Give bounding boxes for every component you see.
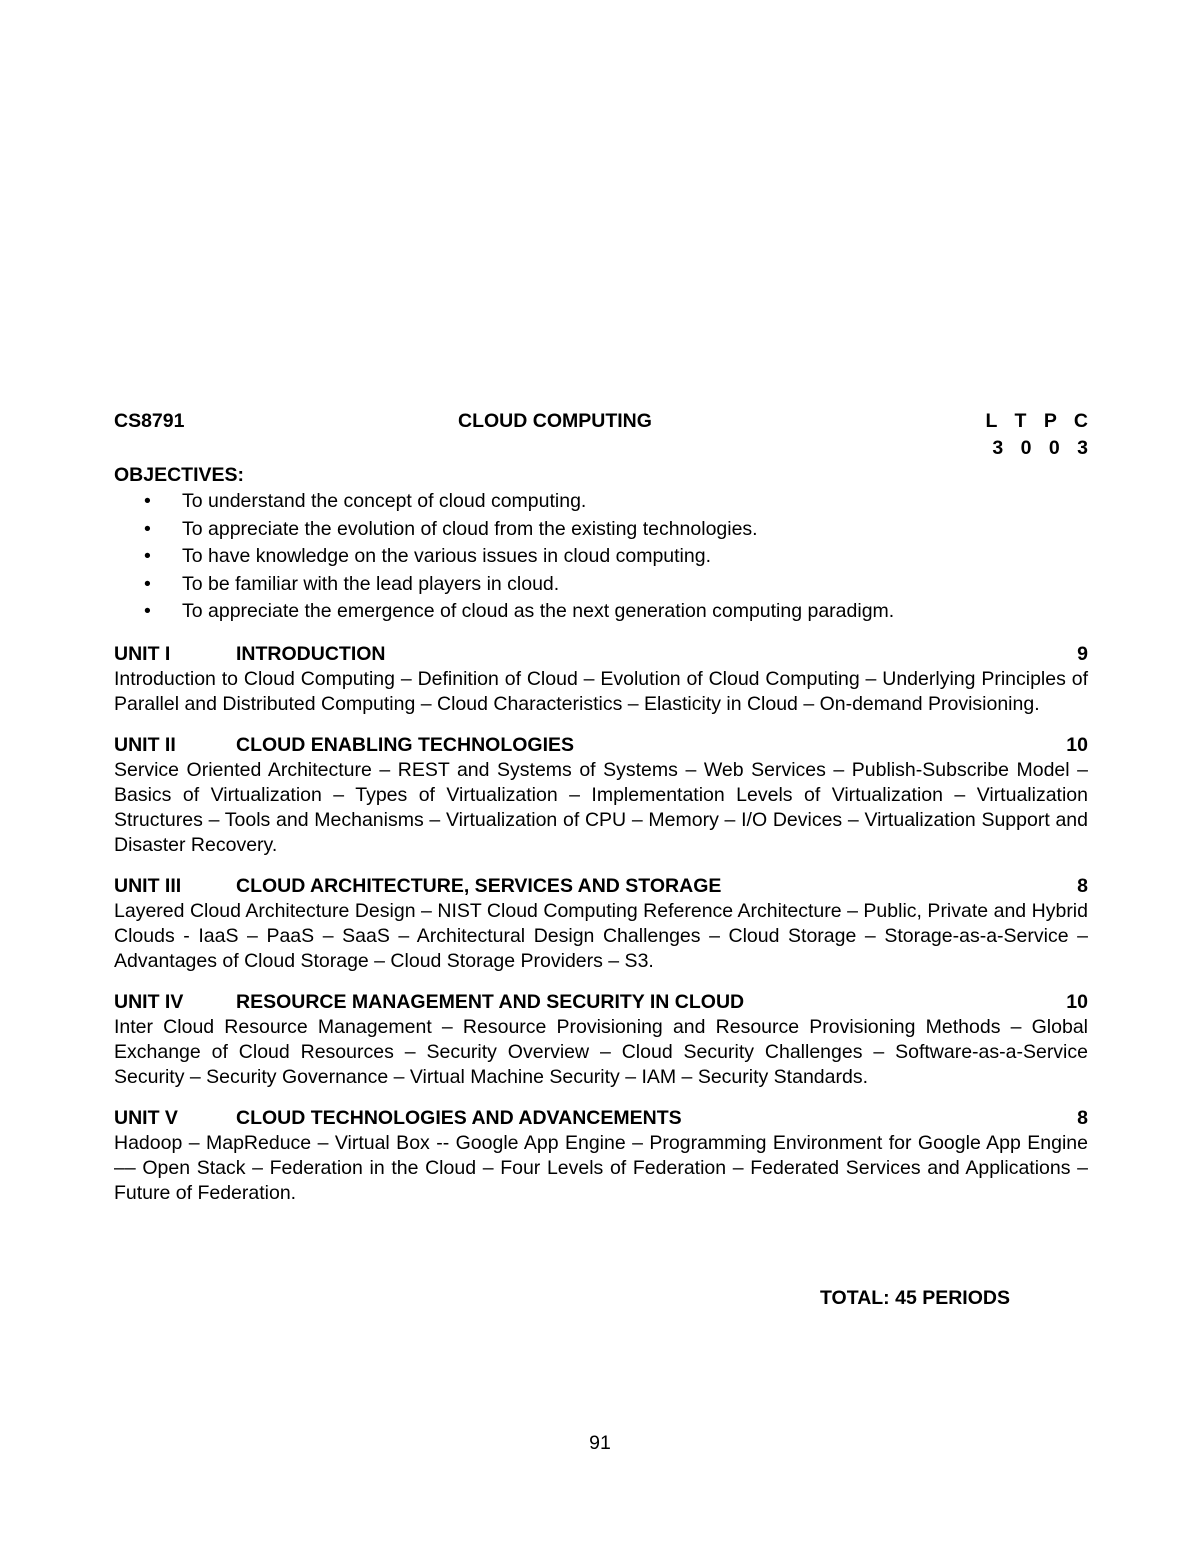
objective-item [114, 516, 1088, 544]
objectives-list [114, 488, 1088, 626]
unit-1 [114, 642, 1088, 717]
bullet-icon: • [144, 490, 151, 512]
page-number: 91 [589, 1432, 611, 1454]
unit-3 [114, 874, 1088, 974]
unit-header [114, 990, 1088, 1015]
unit-header [114, 642, 1088, 667]
syllabus-content [114, 410, 1094, 1206]
unit-hours: 10 [1066, 990, 1088, 1013]
course-header [114, 410, 1094, 436]
bullet-icon: • [144, 572, 151, 595]
bullet-icon: • [144, 517, 151, 540]
ltpc-labels: L T P C [985, 410, 1094, 432]
unit-body: Introduction to Cloud Computing – Definition of Cloud – Evolution of Cloud Computing – Underlying Principles of Parallel and Distributed Computing – Cloud Characteristics – Elasticity in Cloud – On-demand Provisioning. [114, 667, 1088, 715]
unit-title: CLOUD TECHNOLOGIES AND ADVANCEMENTS [236, 1106, 682, 1129]
unit-hours: 10 [1066, 733, 1088, 756]
unit-body: Service Oriented Architecture – REST and Systems of Systems – Web Services – Publish-Subscribe Model – Basics of Virtualization – Types of Virtualization – Implementation Levels of Virtualization – Virtualization Structures – Tools and Mechanisms – Virtualization of CPU – Memory – I/O Devices – Virtualization Support and Disaster Recovery. [114, 758, 1088, 856]
unit-title: RESOURCE MANAGEMENT AND SECURITY IN CLOUD [236, 990, 745, 1013]
unit-hours: 8 [1077, 874, 1088, 897]
objective-text: To be familiar with the lead players in cloud. [182, 572, 560, 595]
unit-number: UNIT II [114, 733, 176, 756]
unit-hours: 8 [1077, 1106, 1088, 1129]
unit-5 [114, 1106, 1088, 1206]
course-title: CLOUD COMPUTING [458, 410, 652, 432]
unit-number: UNIT IV [114, 990, 184, 1013]
unit-number: UNIT V [114, 1106, 178, 1129]
total-periods: TOTAL: 45 PERIODS [820, 1287, 1010, 1309]
objective-item [114, 488, 1088, 516]
objective-text: To appreciate the evolution of cloud from the existing technologies. [182, 517, 758, 540]
unit-number: UNIT III [114, 874, 182, 897]
ltpc-values: 3 0 0 3 [992, 437, 1094, 459]
unit-body: Inter Cloud Resource Management – Resource Provisioning and Resource Provisioning Methods – Global Exchange of Cloud Resources – Security Overview – Cloud Security Challenges – Software-as-a-Service Security – Security Governance – Virtual Machine Security – IAM – Security Standards. [114, 1015, 1088, 1088]
bullet-icon: • [144, 545, 151, 567]
objective-text: To appreciate the emergence of cloud as the next generation computing paradigm. [182, 600, 895, 622]
objective-item [114, 571, 1088, 599]
objectives-heading: OBJECTIVES: [114, 464, 245, 486]
unit-body: Layered Cloud Architecture Design – NIST Cloud Computing Reference Architecture – Public, Private and Hybrid Clouds - IaaS – PaaS – SaaS – Architectural Design Challenges – Cloud Storage – Storage-as-a-Service – Advantages of Cloud Storage – Cloud Storage Providers – S3. [114, 899, 1088, 972]
unit-2 [114, 733, 1088, 858]
unit-number: UNIT I [114, 642, 171, 665]
objective-item [114, 598, 1088, 626]
unit-header [114, 1106, 1088, 1131]
course-code: CS8791 [114, 410, 185, 432]
unit-4 [114, 990, 1088, 1090]
objective-item [114, 543, 1088, 571]
objective-text: To have knowledge on the various issues in cloud computing. [182, 545, 711, 567]
unit-hours: 9 [1077, 642, 1088, 665]
bullet-icon: • [144, 600, 151, 622]
objective-text: To understand the concept of cloud computing. [182, 490, 587, 512]
unit-title: CLOUD ARCHITECTURE, SERVICES AND STORAGE [236, 874, 722, 897]
unit-title: CLOUD ENABLING TECHNOLOGIES [236, 733, 575, 756]
unit-title: INTRODUCTION [236, 642, 386, 665]
unit-body: Hadoop – MapReduce – Virtual Box -- Google App Engine – Programming Environment for Google App Engine –– Open Stack – Federation in the Cloud – Four Levels of Federation – Federated Services and Applications – Future of Federation. [114, 1131, 1088, 1204]
unit-header [114, 874, 1088, 899]
unit-header [114, 733, 1088, 758]
